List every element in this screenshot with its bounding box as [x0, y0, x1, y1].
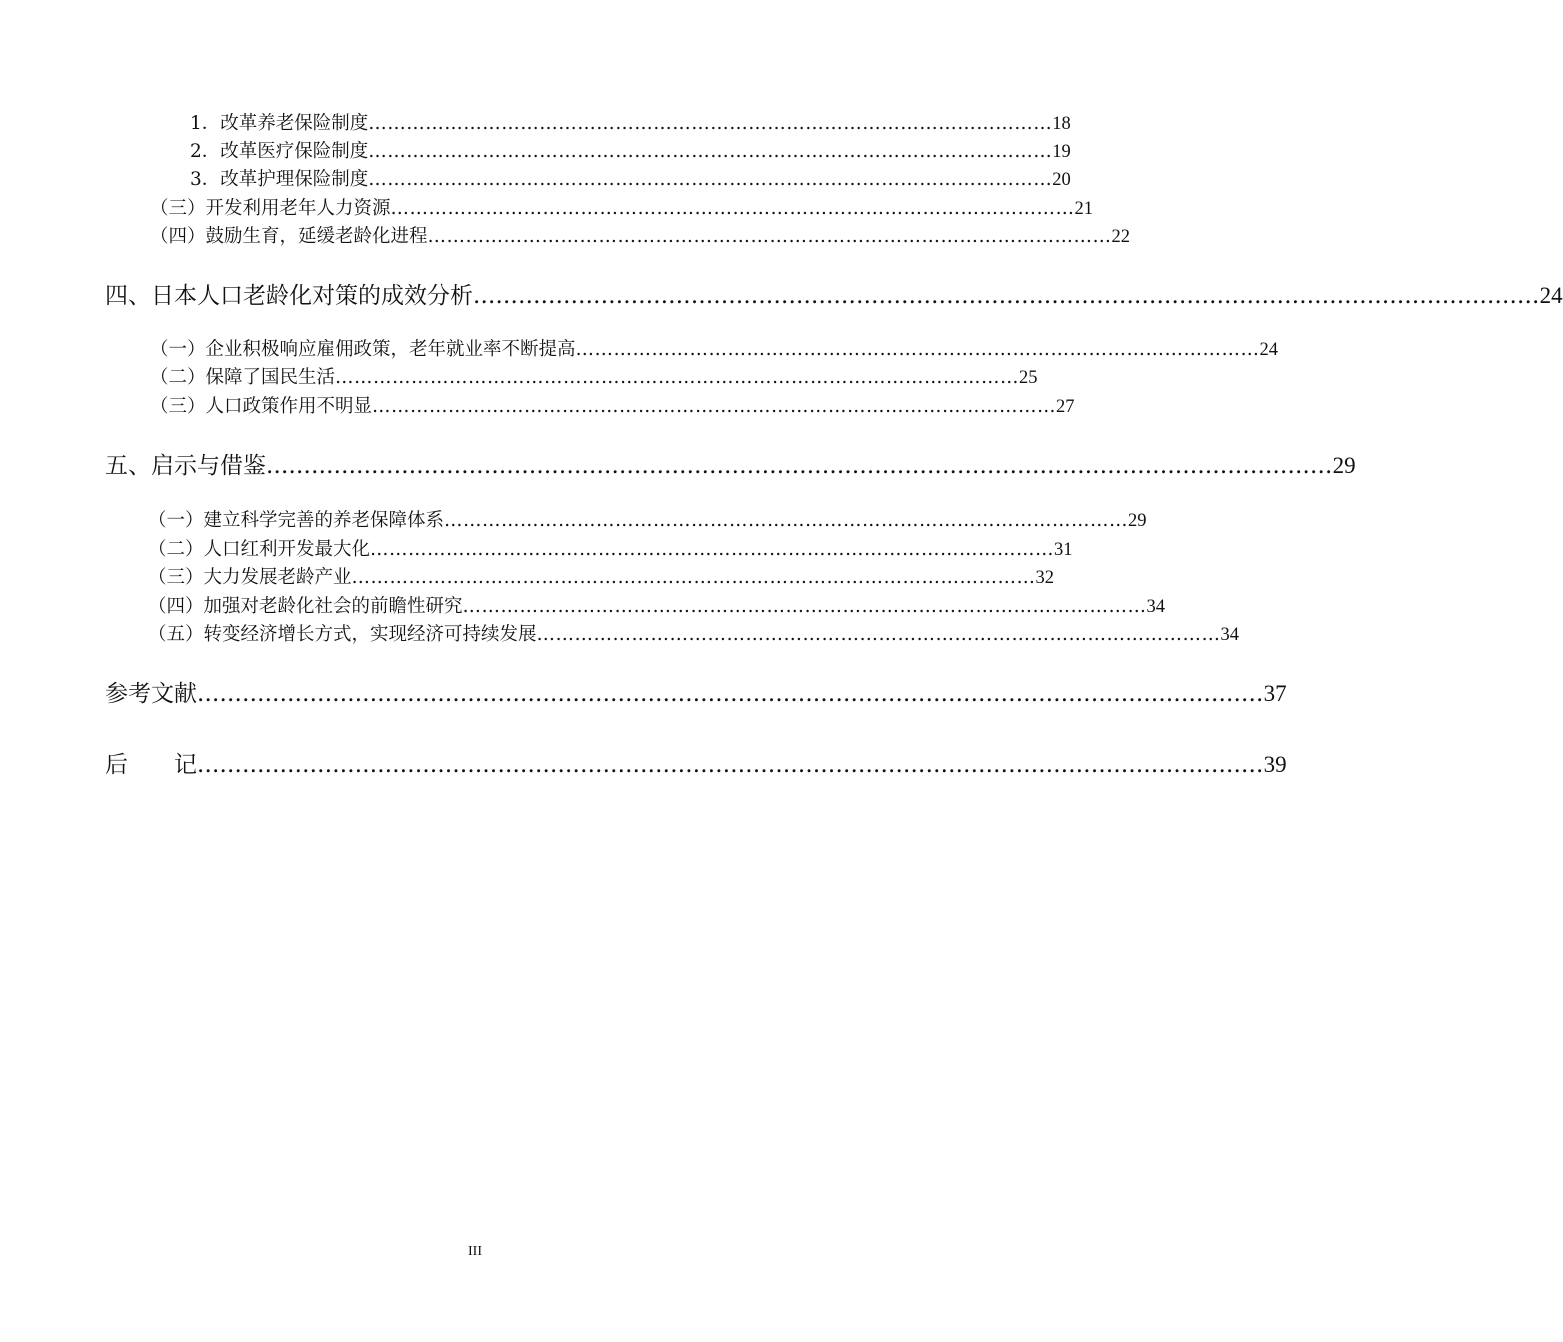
- toc-entry-page: 19: [1052, 142, 1071, 162]
- toc-section-page: 37: [1263, 681, 1287, 706]
- toc-entry[interactable]: [148, 592, 1166, 618]
- toc-entry-label: （二）保障了国民生活: [150, 367, 336, 388]
- toc-entry-label: （三）开发利用老年人力资源: [150, 198, 391, 219]
- toc-section-leader: ..............................................................................................................................................: [473, 283, 1540, 309]
- toc-section-entry[interactable]: [105, 277, 1563, 310]
- toc-entry-leader: ………………………………………………………………………………………………: [335, 367, 1020, 388]
- toc-entry-page: 20: [1052, 170, 1071, 190]
- toc-section-label: 四、日本人口老龄化对策的成效分析: [105, 283, 473, 309]
- toc-entry-leader: ………………………………………………………………………………………………: [536, 624, 1221, 645]
- toc-entry-label: （三）大力发展老龄产业: [148, 567, 352, 588]
- toc-entry[interactable]: [190, 137, 1071, 163]
- toc-section-leader: ..............................................................................................................................................: [197, 752, 1264, 778]
- toc-entry-page: 21: [1074, 199, 1094, 219]
- toc-entry-page: 29: [1128, 511, 1147, 531]
- toc-entry-label: 2．改革医疗保险制度: [190, 141, 369, 162]
- toc-entry-label: （二）人口红利开发最大化: [148, 539, 371, 560]
- toc-entry-label: （五）转变经济增长方式，实现经济可持续发展: [148, 624, 537, 645]
- toc-entry[interactable]: [148, 506, 1147, 532]
- toc-entry-page: 34: [1146, 597, 1166, 617]
- toc-entry-page: 34: [1220, 625, 1240, 645]
- toc-entry-leader: ………………………………………………………………………………………………: [368, 169, 1053, 190]
- toc-section-entry[interactable]: [105, 746, 1287, 779]
- toc-entry[interactable]: [150, 194, 1094, 220]
- toc-section-entry[interactable]: [105, 447, 1356, 480]
- toc-entry-leader: ………………………………………………………………………………………………: [351, 567, 1036, 588]
- toc-entry-leader: ………………………………………………………………………………………………: [372, 396, 1057, 417]
- toc-entry-label: （三）人口政策作用不明显: [150, 396, 373, 417]
- toc-section-page: 39: [1263, 752, 1287, 777]
- toc-entry[interactable]: [150, 363, 1038, 389]
- toc-entry-label: 1．改革养老保险制度: [190, 113, 369, 134]
- toc-entry-page: 18: [1052, 114, 1071, 134]
- toc-entry[interactable]: [190, 165, 1071, 191]
- toc-entry-leader: ………………………………………………………………………………………………: [427, 226, 1112, 247]
- toc-entry[interactable]: [148, 535, 1073, 561]
- toc-entry-leader: ………………………………………………………………………………………………: [390, 198, 1075, 219]
- toc-entry-page: 31: [1054, 540, 1073, 560]
- toc-section-label: 五、启示与借鉴: [105, 453, 266, 479]
- toc-section-label: 参考文献: [105, 681, 197, 707]
- toc-entry-leader: ………………………………………………………………………………………………: [368, 141, 1053, 162]
- toc-entry-page: 25: [1019, 368, 1038, 388]
- toc-entry[interactable]: [150, 222, 1131, 248]
- toc-entry-page: 27: [1056, 397, 1075, 417]
- toc-entry-leader: ………………………………………………………………………………………………: [370, 539, 1055, 560]
- toc-entry-leader: ………………………………………………………………………………………………: [444, 510, 1129, 531]
- toc-entry-label: （四）鼓励生育，延缓老龄化进程: [150, 226, 428, 247]
- toc-entry[interactable]: [150, 335, 1279, 361]
- toc-entry-label: 3．改革护理保险制度: [190, 169, 369, 190]
- toc-entry-leader: ………………………………………………………………………………………………: [368, 113, 1053, 134]
- toc-entry-label: （一）建立科学完善的养老保障体系: [148, 510, 445, 531]
- toc-entry[interactable]: [148, 620, 1240, 646]
- toc-section-entry[interactable]: [105, 675, 1287, 708]
- toc-section-page: 29: [1332, 453, 1356, 478]
- page-number: III: [468, 1244, 482, 1259]
- toc-entry-label: （一）企业积极响应雇佣政策，老年就业率不断提高: [150, 339, 576, 360]
- toc-entry[interactable]: [150, 392, 1075, 418]
- toc-entry-leader: ………………………………………………………………………………………………: [462, 596, 1147, 617]
- toc-entry-page: 24: [1259, 340, 1279, 360]
- toc-section-leader: ..............................................................................................................................................: [197, 681, 1264, 707]
- toc-entry-page: 22: [1111, 227, 1131, 247]
- toc-section-label: 后 记: [105, 752, 197, 778]
- toc-section-page: 24: [1539, 283, 1563, 308]
- toc-section-leader: ..............................................................................................................................................: [266, 453, 1333, 479]
- toc-entry[interactable]: [190, 109, 1071, 135]
- toc-entry-leader: ………………………………………………………………………………………………: [575, 339, 1260, 360]
- toc-entry-page: 32: [1035, 568, 1055, 588]
- toc-entry-label: （四）加强对老龄化社会的前瞻性研究: [148, 596, 463, 617]
- toc-entry[interactable]: [148, 563, 1055, 589]
